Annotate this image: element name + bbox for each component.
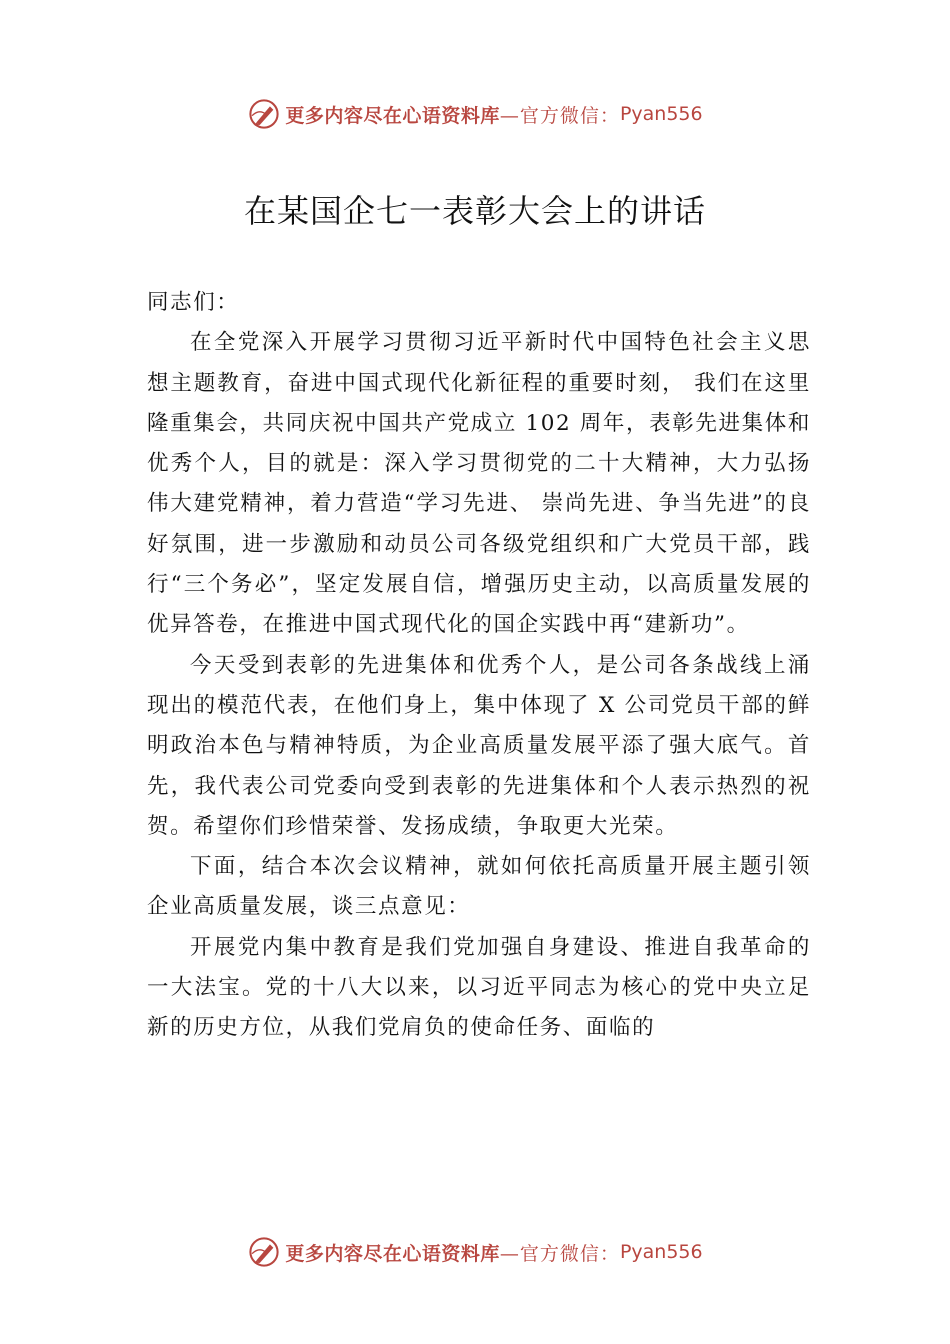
document-body	[147, 283, 811, 1049]
document-title: 在某国企七一表彰大会上的讲话	[243, 192, 706, 230]
header-banner	[0, 94, 950, 134]
pen-logo-icon	[247, 1235, 281, 1269]
paragraph: 开展党内集中教育是我们党加强自身建设、推进自我革命的一大法宝。党的十八大以来，以习近平同志为核心的党中央立足新的历史方位，从我们党肩负的使命任务、面临的	[147, 934, 811, 1041]
banner-text-id: Pyan556	[619, 103, 703, 125]
salutation: 同志们：	[147, 290, 240, 315]
paragraph: 下面，结合本次会议精神，就如何依托高质量开展主题引领企业高质量发展，谈三点意见：	[147, 854, 811, 920]
banner-text-library: 更多内容尽在心语资料库	[285, 1242, 500, 1265]
banner-text-id: Pyan556	[619, 1241, 703, 1263]
footer-banner	[0, 1232, 950, 1272]
paragraph: 在全党深入开展学习贯彻习近平新时代中国特色社会主义思想主题教育，奋进中国式现代化新征程的重要时刻， 我们在这里隆重集会，共同庆祝中国共产党成立 102 周年，表彰先进集体和优秀个人，目的就是：深入学习贯彻党的二十大精神，大力弘扬伟大建党精神，着力营造“学习先进、 崇尚先进、争当先进”的良好氛围，进一步激励和动员公司各级党组织和广大党员干部，践行“三个务必”，坚定发展自信，增强历史主动，以高质量发展的优异答卷，在推进中国式现代化的国企实践中再“建新功”。	[147, 330, 811, 638]
banner-text-wechat: —官方微信：	[499, 1242, 620, 1265]
paragraph: 今天受到表彰的先进集体和优秀个人，是公司各条战线上涌现出的模范代表，在他们身上，集中体现了 X 公司党员干部的鲜明政治本色与精神特质，为企业高质量发展平添了强大底气。首先，我代表公司党委向受到表彰的先进集体和个人表示热烈的祝贺。希望你们珍惜荣誉、发扬成绩，争取更大光荣。	[147, 652, 811, 839]
banner-text-library: 更多内容尽在心语资料库	[285, 104, 500, 127]
pen-logo-icon	[247, 97, 281, 131]
banner-text-wechat: —官方微信：	[499, 104, 620, 127]
